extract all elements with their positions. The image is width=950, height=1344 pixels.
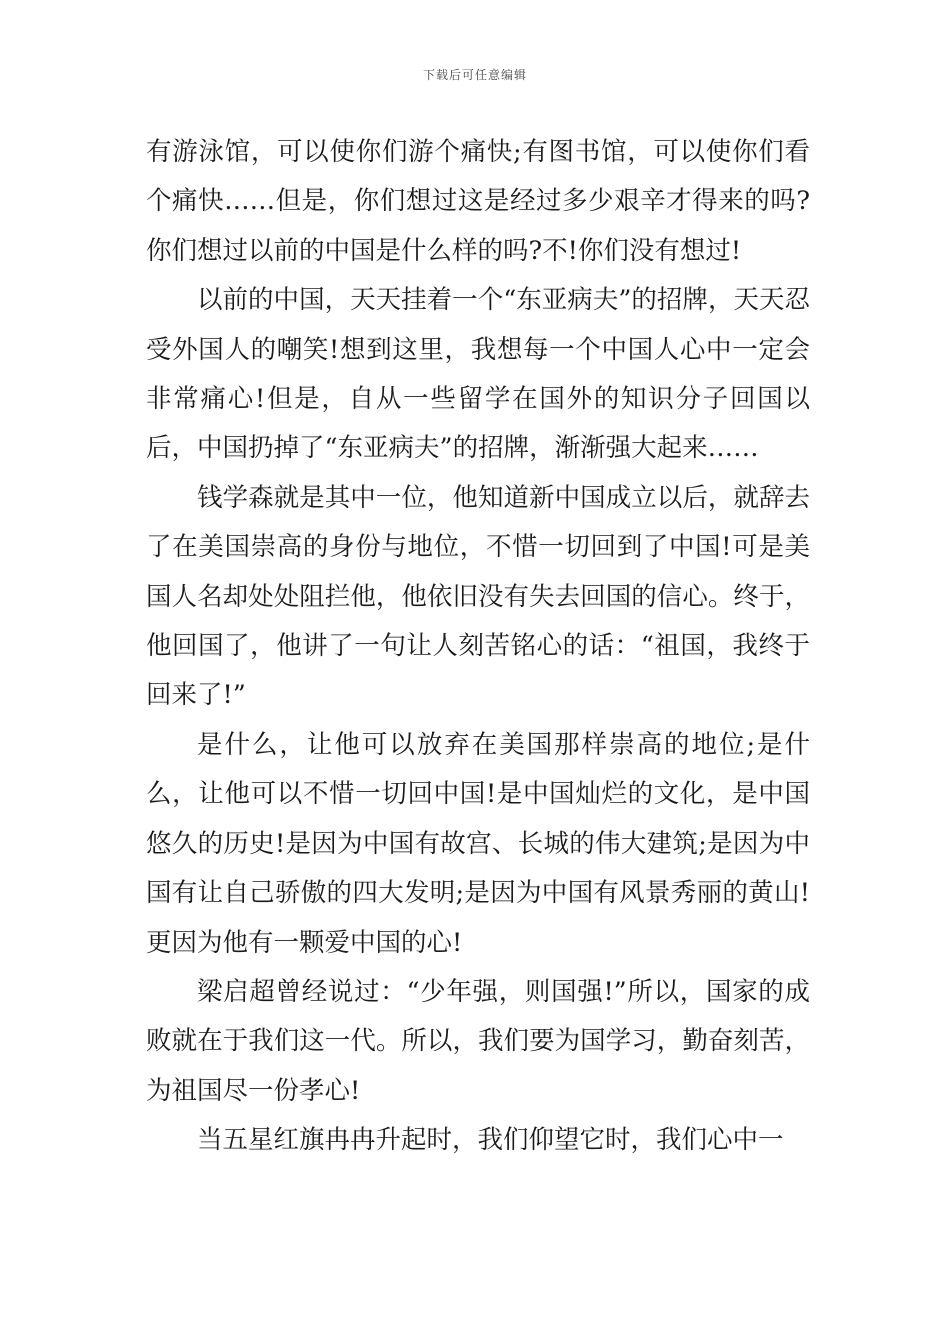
paragraph: 钱学森就是其中一位，他知道新中国成立以后，就辞去了在美国崇高的身份与地位，不惜一切回到了中国!可是美国人名却处处阻拦他，他依旧没有失去回国的信心。终于，他回国了，他讲了一句让人刻苦铭心的话：“祖国，我终于回来了!” (146, 482, 810, 711)
paragraph: 当五星红旗冉冉升起时，我们仰望它时，我们心中一 (197, 1125, 784, 1156)
paragraph: 是什么，让他可以放弃在美国那样崇高的地位;是什么，让他可以不惜一切回中国!是中国灿烂的文化，是中国悠久的历史!是因为中国有故宫、长城的伟大建筑;是因为中国有让自己骄傲的四大发明;是因为中国有风景秀丽的黄山!更因为他有一颗爱中国的心! (146, 729, 810, 958)
page-header-note: 下载后可任意编辑 (422, 68, 527, 82)
paragraph: 以前的中国，天天挂着一个“东亚病夫”的招牌，天天忍受外国人的嘲笑!想到这里，我想每一个中国人心中一定会非常痛心!但是，自从一些留学在国外的知识分子回国以后，中国扔掉了“东亚病夫”的招牌，渐渐强大起来…… (146, 285, 810, 464)
paragraph: 梁启超曾经说过：“少年强，则国强!”所以，国家的成败就在于我们这一代。所以，我们要为国学习，勤奋刻苦，为祖国尽一份孝心! (146, 976, 810, 1106)
paragraph: 有游泳馆，可以使你们游个痛快;有图书馆，可以使你们看个痛快……但是，你们想过这是经过多少艰辛才得来的吗?你们想过以前的中国是什么样的吗?不!你们没有想过! (146, 137, 810, 266)
document-body (146, 128, 810, 1166)
